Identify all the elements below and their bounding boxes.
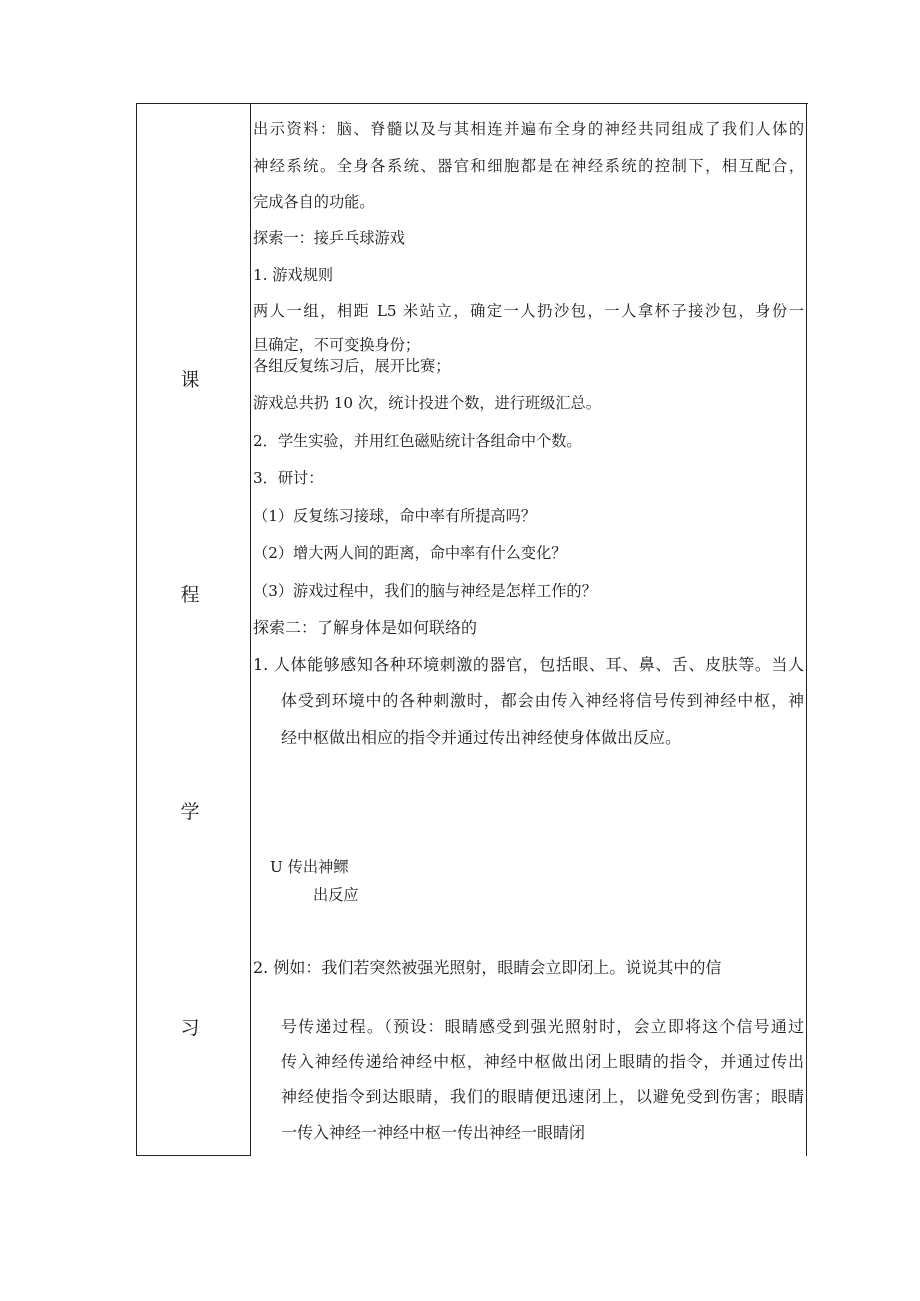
question-3: （3）游戏过程中，我们的脑与神经是怎样工作的？ — [253, 582, 597, 600]
intro-line-1: 出示资料：脑、脊髓以及与其相连并遍布全身的神经共同组成了我们人体的 — [253, 120, 804, 138]
point-2-line-5: 一传入神经一神经中枢一传出神经一眼睛闭 — [281, 1123, 586, 1142]
point-2-line-4: 神经使指令到达眼睛，我们的眼睛便迅速闭上，以避免受到伤害；眼睛 — [281, 1087, 804, 1106]
label-char-ke: 课 — [180, 369, 200, 391]
diagram-label-efferent: U 传出神鳏 — [270, 858, 349, 876]
table-border-top — [136, 103, 808, 104]
label-char-cheng: 程 — [180, 584, 200, 606]
step-2: 2．学生实验，并用红色磁贴统计各组命中个数。 — [253, 432, 582, 450]
point-1-line-1: 1. 人体能够感知各种环境刺激的器官，包括眼、耳、鼻、舌、皮肤等。当人 — [253, 655, 804, 674]
label-char-xue: 学 — [180, 801, 200, 823]
point-2-line-3: 传入神经传递给神经中枢，神经中枢做出闭上眼睛的指令，并通过传出 — [281, 1052, 804, 1071]
diagram-label-response: 出反应 — [313, 886, 359, 904]
rules-line-4: 游戏总共扔 10 次，统计投进个数，进行班级汇总。 — [253, 394, 601, 412]
point-1-line-3: 经中枢做出相应的指令并通过传出神经使身体做出反应。 — [281, 728, 682, 747]
point-2-line-1: 2. 例如：我们若突然被强光照射，眼睛会立即闭上。说说其中的信 — [253, 958, 722, 977]
explore-two-title: 探索二：了解身体是如何联络的 — [253, 618, 478, 637]
table-column-divider — [250, 103, 251, 1156]
intro-line-2: 神经系统。全身各系统、器官和细胞都是在神经系统的控制下，相互配合， — [253, 157, 804, 175]
question-2: （2）增大两人间的距离，命中率有什么变化？ — [253, 544, 567, 562]
question-1: （1）反复练习接球，命中率有所提高吗？ — [253, 507, 537, 525]
label-char-xi: 习 — [180, 1017, 200, 1039]
table-border-bottom-left — [136, 1155, 250, 1156]
rules-line-2: 旦确定，不可变换身份； — [253, 336, 421, 354]
rules-line-3: 各组反复练习后，展开比赛； — [253, 357, 451, 375]
table-border-left — [136, 103, 137, 1156]
point-1-line-2: 体受到环境中的各种刺激时，都会由传入神经将信号传到神经中枢，神 — [281, 691, 804, 710]
rules-line-1: 两人一组，相距 L5 米站立，确定一人扔沙包，一人拿杯子接沙包，身份一 — [253, 302, 804, 320]
step-3: 3．研讨： — [253, 469, 324, 487]
rules-title: 1. 游戏规则 — [253, 266, 334, 284]
explore-one-title: 探索一：接乒乓球游戏 — [253, 229, 405, 247]
point-2-line-2: 号传递过程。（预设：眼睛感受到强光照射时，会立即将这个信号通过 — [281, 1017, 804, 1036]
intro-line-3: 完成各自的功能。 — [253, 193, 375, 211]
table-border-right — [806, 103, 807, 1156]
